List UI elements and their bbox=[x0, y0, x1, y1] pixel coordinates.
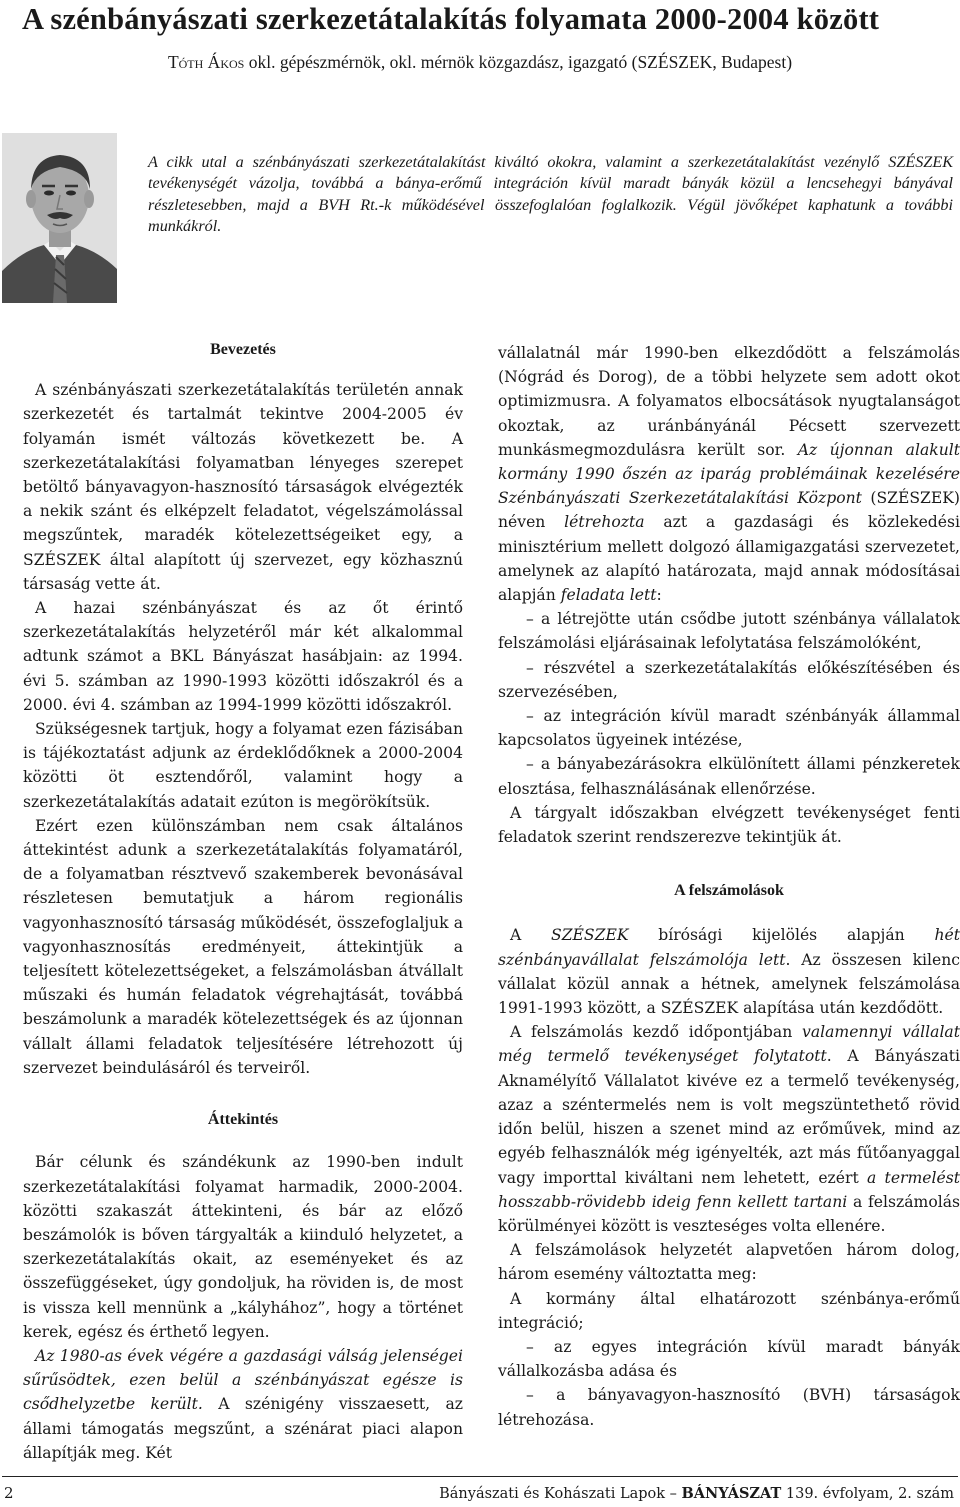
paragraph: Szükségesnek tartjuk, hogy a folyamat ezen fázisában is tájékoztatást adjunk az érdeklődőknek a 2000-2004 közötti öt esztendőről, valamint hogy a szerkezetátalakítás adatait ezúton is megörökítsük. bbox=[23, 720, 463, 811]
abstract: A cikk utal a szénbányászati szerkezetátalakítást kiváltó okokra, valamint a szerkezetátalakítást vezénylő SZÉSZEK tevékenységét vázolja, továbbá a bánya-erőmű integráción kívül maradt bányák közül a lencsehegyi bányával részletesebben, majd a BVH Rt.-k működésével összefoglalóan foglalkozik. Végül jövőképet kaphatunk a további munkákról. bbox=[148, 153, 953, 235]
paragraph-text: (SZÉSZEK) néven bbox=[498, 489, 960, 532]
list-item: – részvétel a szerkezetátalakítás előkészítésében és szervezésében, bbox=[498, 658, 960, 701]
paragraph-text: : bbox=[656, 586, 662, 605]
journal-footer bbox=[439, 1485, 954, 1502]
list-item: – az egyes integráción kívül maradt bányák vállalkozásba adása és bbox=[498, 1337, 960, 1381]
italic-text: hét szénbányavállalat felszámolója lett bbox=[498, 926, 960, 969]
list-item: – a bányavagyon-hasznosító (BVH) társaságok létrehozása. bbox=[498, 1386, 960, 1429]
journal-section: BÁNYÁSZAT bbox=[681, 1485, 782, 1502]
paragraph-text: . A Bányászati Aknamélyítő Vállalatot kivéve ez a termelő tevékenység, azaz a széntermelés nem is volt megszüntethető rövid időn belül, hiszen a szenet mind az erőművek, mind az egyéb felhasználók még igényelték, azt más fűtőanyaggal vagy importtal kiváltani nem lehetett, ezért bbox=[498, 1047, 960, 1187]
paragraph-text: azt a gazdasági és közlekedési minisztérium mellett dolgozó államigazgatási szervezetet, amelynek az alapító határozata, majd annak módosításai alapján bbox=[498, 513, 960, 605]
left-column bbox=[23, 338, 463, 1465]
italic-text: valamennyi vállalat még termelő tevékenységet folytatott bbox=[498, 1023, 960, 1066]
paragraph: A tárgyalt időszakban elvégzett tevékenységet fenti feladatok szerint rendszerezve tekintjük át. bbox=[498, 803, 960, 847]
list-item: – a létrejötte után csődbe jutott szénbánya vállalatok felszámolási eljárásainak lefolytatása felszámolóként, bbox=[498, 610, 960, 653]
italic-text: létrehozta bbox=[564, 513, 645, 532]
paragraph-text: vállalatnál már 1990-ben elkezdődött a felszámolás (Nógrád és Dorog), de a többi helyzete sem adott okot optimizmusra. A folyamatos elbocsátások nyugtalanságot okoztak, az uránbányánál Pécsett szervezett munkásmegmozdulásra került sor. bbox=[498, 344, 960, 459]
section-heading-overview: Áttekintés bbox=[207, 1111, 279, 1129]
italic-text: Az újonnan alakult kormány 1990 őszén az iparág problémáinak kezelésére Szénbányászati Szerkezetátalakítási Központ bbox=[498, 440, 960, 508]
paragraph-text: . Az összesen kilenc vállalat közül annak a hétnek, amelynek felszámolása 1991-1993 között, a SZÉSZEK alapítása után kezdődött. bbox=[498, 950, 960, 1018]
journal-issue: 139. évfolyam, 2. szám bbox=[781, 1486, 954, 1502]
paragraph: Ezért ezen különszámban nem csak általános áttekintést adunk a szerkezetátalakítás folyamatáról, de a folyamatban résztvevő szakemberek bevonásával részletesen bemutatjuk a három regionális vagyonhasznosító társaság működését, összefoglaljuk a vagyonhasznosítás eredményeit, áttekintjük a teljesített kötelezettségeket, a felszámolásban átvállalt műszaki és humán feladatok végrehajtását, továbbá beszámolunk a maradék kötelezettségek és az újonnan vállalt állami feladatok teljesítésére létrehozott új szervezet beindulásáról és terveiről. bbox=[23, 816, 463, 1077]
paragraph bbox=[498, 1020, 960, 1238]
article-title: A szénbányászati szerkezetátalakítás folyamata 2000-2004 között bbox=[22, 2, 880, 36]
list-item: – az integráción kívül maradt szénbányák állammal kapcsolatos ügyeinek intézése, bbox=[498, 707, 960, 750]
paragraph-text: A szénigény visszaesett, az állami támogatás megszűnt, a szénárat piaci alapon állapítják meg. Két bbox=[23, 1395, 464, 1462]
paragraph-text: a felszámolás körülményei között is veszteséges volta ellenére. bbox=[498, 1192, 960, 1235]
italic-text: SZÉSZEK bbox=[551, 926, 629, 945]
paragraph: A felszámolások helyzetét alapvetően három dolog, három esemény változtatta meg: bbox=[498, 1241, 960, 1284]
paragraph: A szénbányászati szerkezetátalakítás területén annak szerkezetét és tartalmát tekintve 2004-2005 év folyamán ismét változás következett be. A szerkezetátalakítási folyamatban lényeges szerepet betöltő bányavagyon-hasznosító társaságok elvégezték a nekik szánt és elképzelt feladatot, végelszámolással megszűntek, maradék kötelezettségeiket egy, a SZÉSZEK által alapított új szervezet, egy közhasznú társaság vette át. bbox=[23, 381, 463, 593]
footer-rule bbox=[2, 1476, 958, 1477]
paragraph bbox=[23, 1344, 463, 1465]
paragraph-text: A felszámolás kezdő időpontjában bbox=[510, 1023, 803, 1042]
paragraph bbox=[498, 341, 960, 607]
author-affiliation: okl. gépészmérnök, okl. mérnök közgazdász, igazgató (SZÉSZEK, Budapest) bbox=[248, 52, 793, 72]
paragraph-text: bírósági kijelölés alapján bbox=[628, 926, 935, 945]
paragraph bbox=[498, 923, 960, 1020]
section-heading-liquidations: A felszámolások bbox=[674, 882, 784, 900]
section-heading-introduction: Bevezetés bbox=[210, 341, 276, 358]
right-column bbox=[498, 341, 960, 1432]
list-item: – a bányabezárásokra elkülönített állami pénzkeretek elosztása, felhasználásának ellenőrzése. bbox=[498, 755, 960, 798]
list-item: A kormány által elhatározott szénbánya-erőmű integráció; bbox=[498, 1289, 960, 1332]
author-line bbox=[0, 52, 960, 73]
author-name: Tóth Ákos bbox=[167, 52, 245, 72]
paragraph: Bár célunk és szándékunk az 1990-ben indult szerkezetátalakítási folyamat harmadik, 2000-2004. közötti szakaszát áttekinteni, és bár az előző beszámolók is bőven tárgyalták a kiinduló helyzetet, a szerkezetátalakítás okait, az eseményeket és az összefüggéseket, úgy gondoljuk, ha röviden is, de most is vissza kell mennünk a „kályhához”, hogy a történet kerek, egész és érthető legyen. bbox=[23, 1153, 463, 1341]
paragraph: A hazai szénbányászat és az őt érintő szerkezetátalakítás helyzetéről már két alkalommal adtunk számot a BKL Bányászat hasábjain: az 1994. évi 5. számban az 1990-1993 közötti időszakról és a 2000. évi 4. számban az 1994-1999 közötti időszakról. bbox=[23, 599, 463, 714]
italic-text: Az 1980-as évek végére a gazdasági válság jelenségei sűrűsödtek, ezen belül a szénbányászat egésze is csődhelyzetbe került. bbox=[23, 1346, 463, 1414]
journal-name: Bányászati és Kohászati Lapok – bbox=[439, 1486, 682, 1502]
italic-text: a termelést hosszabb-rövidebb ideig fenn kellett tartani bbox=[498, 1168, 960, 1211]
page-number: 2 bbox=[4, 1484, 14, 1502]
italic-text: feladata lett bbox=[560, 586, 657, 605]
paragraph-text: A bbox=[510, 926, 552, 945]
author-photo bbox=[2, 133, 117, 303]
